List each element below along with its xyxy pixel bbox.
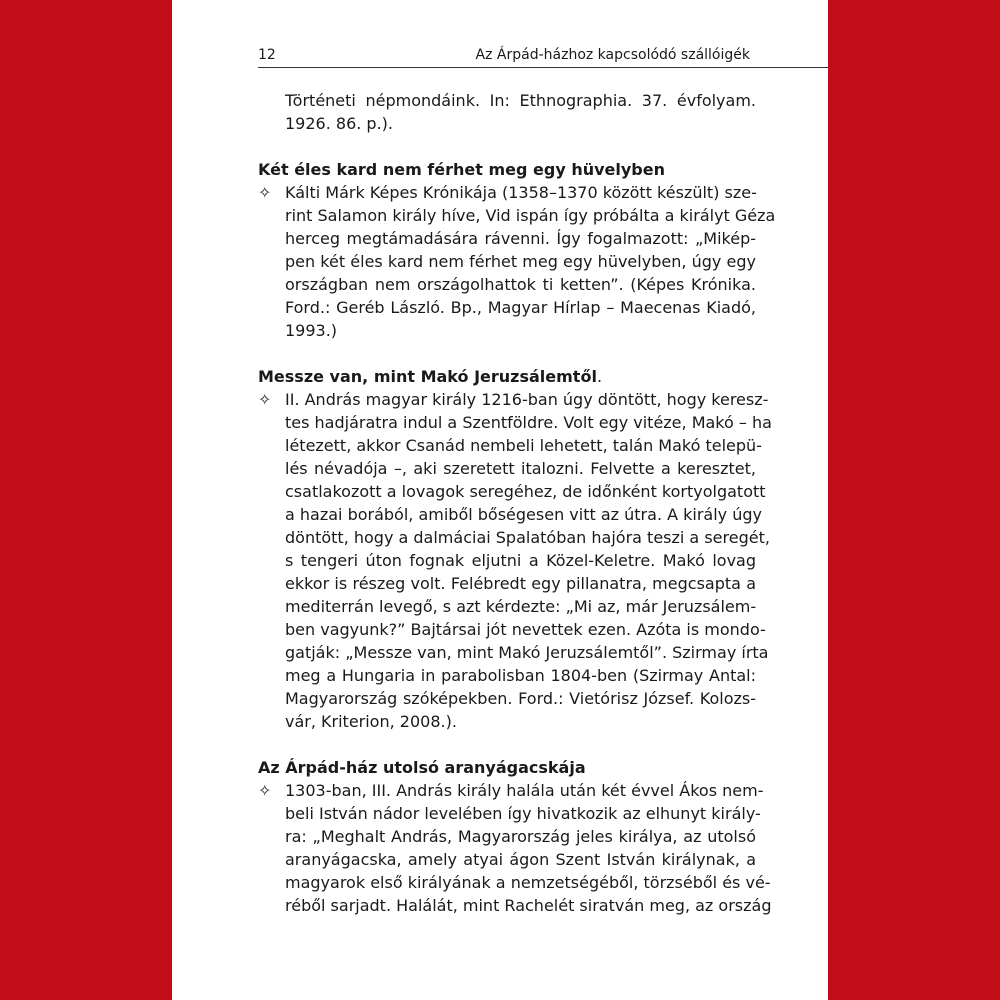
text-line: csatlakozott a lovagok seregéhez, de időnként kortyolgatott — [285, 482, 766, 501]
text-line: lés névadója –, aki szeretett italozni. Felvette a keresztet, — [285, 459, 756, 478]
text-line: 1303-ban, III. András király halála után két évvel Ákos nem- — [285, 781, 764, 800]
running-header — [258, 45, 828, 68]
star-bullet-icon: ✧ — [258, 183, 272, 202]
saying-entry — [258, 779, 772, 917]
star-bullet-icon: ✧ — [258, 390, 272, 409]
text-line: ben vagyunk?” Bajtársai jót nevettek ezen. Azóta is mondo- — [285, 620, 766, 639]
text-line: 1926. 86. p.). — [285, 114, 393, 133]
text-line: II. András magyar király 1216-ban úgy döntött, hogy keresz- — [285, 390, 769, 409]
text-line: döntött, hogy a dalmáciai Spalatóban hajóra teszi a seregét, — [285, 528, 770, 547]
saying-entry — [258, 388, 772, 733]
saying-entry — [258, 181, 776, 342]
text-line: Ford.: Geréb László. Bp., Magyar Hírlap – Maecenas Kiadó, — [285, 298, 756, 317]
text-line: ekkor is részeg volt. Felébredt egy pillanatra, megcsapta a — [285, 574, 756, 593]
intro-continuation — [258, 89, 756, 135]
section-heading: Két éles kard nem férhet meg egy hüvelyben — [258, 160, 665, 179]
section-heading: Messze van, mint Makó Jeruzsálemtől. — [258, 367, 603, 386]
text-line: herceg megtámadására rávenni. Így fogalmazott: „Mikép- — [285, 229, 756, 248]
saying-section — [258, 756, 772, 917]
text-line: pen két éles kard nem férhet meg egy hüvelyben, úgy egy — [285, 252, 756, 271]
saying-section — [258, 365, 772, 733]
text-line: magyarok első királyának a nemzetségéből, törzséből és vé- — [285, 873, 771, 892]
text-line: Történeti népmondáink. In: Ethnographia. 37. évfolyam. — [285, 91, 756, 110]
book-page — [172, 0, 828, 1000]
text-line: aranyágacska, amely atyai ágon Szent István királynak, a — [285, 850, 756, 869]
text-line: országban nem országolhattok ti ketten”. (Képes Krónika. — [285, 275, 756, 294]
running-title: Az Árpád-házhoz kapcsolódó szállóigék — [475, 47, 750, 63]
text-line: mediterrán levegő, s azt kérdezte: „Mi az, már Jeruzsálem- — [285, 597, 757, 616]
saying-section — [258, 158, 776, 342]
text-line: Magyarország szóképekben. Ford.: Vietórisz József. Kolozs- — [285, 689, 756, 708]
text-line: ra: „Meghalt András, Magyarország jeles királya, az utolsó — [285, 827, 756, 846]
star-bullet-icon: ✧ — [258, 781, 272, 800]
text-line: gatják: „Messze van, mint Makó Jeruzsálemtől”. Szirmay írta — [285, 643, 769, 662]
text-line: s tengeri úton fognak eljutni a Közel-Keletre. Makó lovag — [285, 551, 756, 570]
text-line: beli István nádor levelében így hivatkozik az elhunyt király- — [285, 804, 761, 823]
text-line: Kálti Márk Képes Krónikája (1358–1370 között készült) sze- — [285, 183, 757, 202]
text-line: létezett, akkor Csanád nembeli lehetett, talán Makó telepü- — [285, 436, 762, 455]
section-heading: Az Árpád-ház utolsó aranyágacskája — [258, 758, 586, 777]
text-line: vár, Kriterion, 2008.). — [285, 712, 457, 731]
text-line: 1993.) — [285, 321, 338, 340]
text-line: a hazai borából, amiből bőségesen vitt az útra. A király úgy — [285, 505, 762, 524]
text-line: tes hadjáratra indul a Szentföldre. Volt egy vitéze, Makó – ha — [285, 413, 772, 432]
text-line: rint Salamon király híve, Vid ispán így próbálta a királyt Géza — [285, 206, 776, 225]
text-line: réből sarjadt. Halálát, mint Rachelét siratván meg, az ország — [285, 896, 772, 915]
page-body — [258, 89, 776, 917]
page-number: 12 — [258, 47, 276, 63]
text-line: meg a Hungaria in parabolisban 1804-ben (Szirmay Antal: — [285, 666, 756, 685]
